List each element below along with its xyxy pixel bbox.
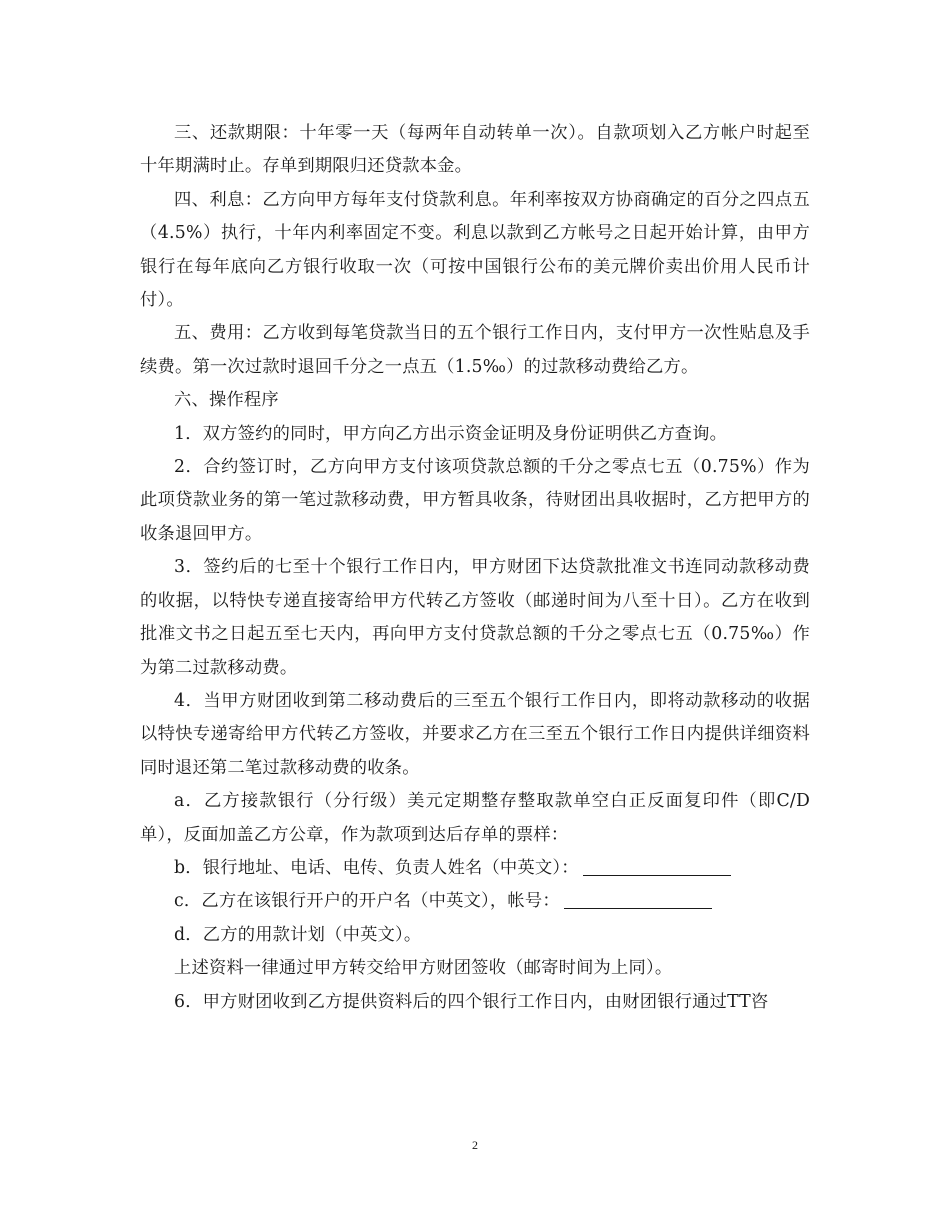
fill-in-blank-line — [583, 858, 731, 876]
list-item-a: a．乙方接款银行（分行级）美元定期整存整取款单空白正反面复印件（即C/D单），反面加盖乙方公章，作为款项到达后存单的票样： — [140, 791, 810, 845]
list-item-b-text: b．银行地址、电话、电传、负责人姓名（中英文）： — [174, 857, 579, 878]
list-item-c — [140, 885, 810, 918]
paragraph-fees: 五、费用：乙方收到每笔贷款当日的五个银行工作日内，支付甲方一次性贴息及手续费。第一次过款时退回千分之一点五（1.5‰）的过款移动费给乙方。 — [140, 323, 810, 377]
list-item-c-text: c．乙方在该银行开户的开户名（中英文），帐号： — [174, 891, 560, 912]
procedure-step-1: 1．双方签约的同时，甲方向乙方出示资金证明及身份证明供乙方查询。 — [174, 423, 728, 444]
fill-in-blank-line — [564, 891, 712, 909]
list-item-b — [140, 852, 810, 885]
page-number: 2 — [472, 1138, 478, 1152]
procedure-step-6: 6．甲方财团收到乙方提供资料后的四个银行工作日内，由财团银行通过TT咨 — [174, 991, 769, 1012]
paragraph-repayment-term: 三、还款期限：十年零一天（每两年自动转单一次）。自款项划入乙方帐户时起至十年期满时止。存单到期限归还贷款本金。 — [140, 123, 810, 177]
procedure-step-2: 2．合约签订时，乙方向甲方支付该项贷款总额的千分之零点七五（0.75%）作为此项贷款业务的第一笔过款移动费，甲方暂具收条，待财团出具收据时，乙方把甲方的收条退回甲方。 — [140, 457, 810, 544]
procedure-step-3: 3．签约后的七至十个银行工作日内，甲方财团下达贷款批准文书连同动款移动费的收据，以特快专递直接寄给甲方代转乙方签收（邮递时间为八至十日）。乙方在收到批准文书之日起五至七天内，再向甲方支付贷款总额的千分之零点七五（0.75‰）作为第二过款移动费。 — [140, 557, 810, 678]
section-heading-procedure: 六、操作程序 — [174, 390, 279, 411]
list-item-d: d．乙方的用款计划（中英文）。 — [174, 924, 422, 945]
paragraph-interest: 四、利息：乙方向甲方每年支付贷款利息。年利率按双方协商确定的百分之四点五（4.5%）执行，十年内利率固定不变。利息以款到乙方帐号之日起开始计算，由甲方银行在每年底向乙方银行收取一次（可按中国银行公布的美元牌价卖出价用人民币计付）。 — [140, 189, 810, 311]
paragraph-materials-note: 上述资料一律通过甲方转交给甲方财团签收（邮寄时间为上同）。 — [174, 958, 673, 979]
document-body — [140, 117, 810, 1019]
procedure-step-4: 4．当甲方财团收到第二移动费后的三至五个银行工作日内，即将动款移动的收据以特快专递寄给甲方代转乙方签收，并要求乙方在三至五个银行工作日内提供详细资料同时退还第二笔过款移动费的收条。 — [140, 690, 810, 778]
